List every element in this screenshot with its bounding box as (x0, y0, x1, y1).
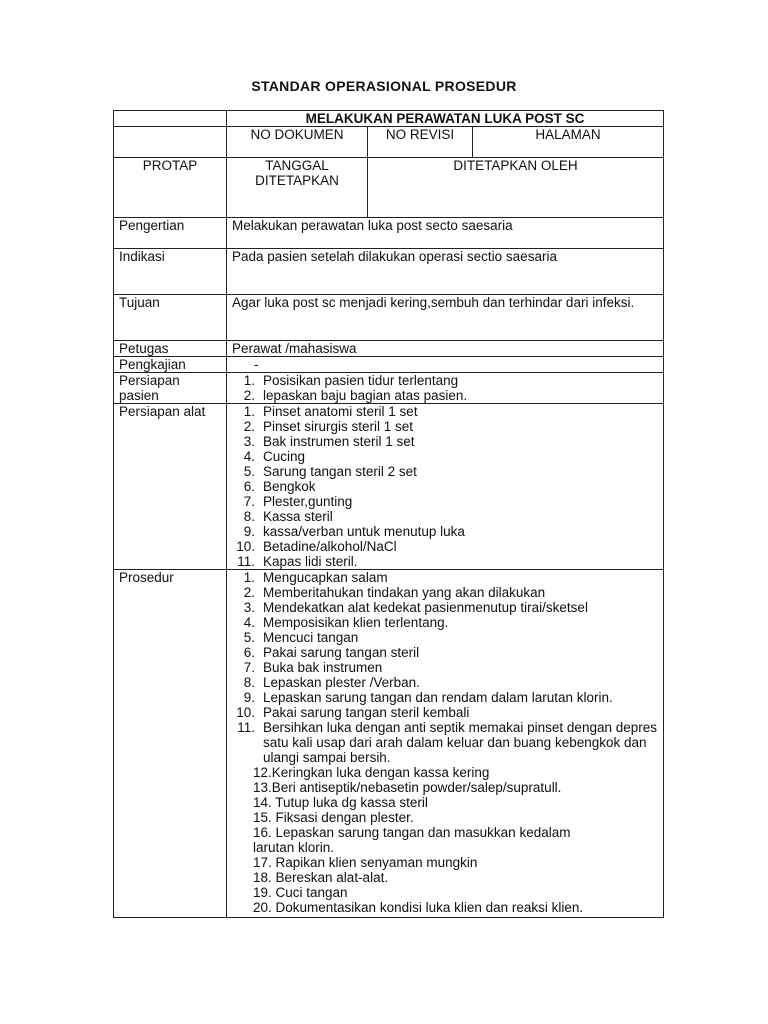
prosedur-label: Prosedur (114, 570, 227, 918)
persiapan-alat-item-text: Bak instrumen steril 1 set (263, 434, 415, 449)
prosedur-item-number: 1. (243, 570, 255, 585)
prosedur-item-number: 2. (243, 585, 255, 600)
persiapan-pasien-label (114, 373, 227, 404)
petugas-value: Perawat /mahasiswa (227, 341, 664, 357)
persiapan-alat-item-text: Kassa steril (263, 509, 333, 524)
pengkajian-value: - (227, 357, 664, 373)
persiapan-alat-item (232, 404, 658, 419)
prosedur-item-text: Lepaskan plester /Verban. (263, 675, 420, 690)
persiapan-alat-item (232, 449, 658, 464)
persiapan-alat-item-number: 11. (237, 554, 255, 569)
persiapan-alat-item-text: Pinset anatomi steril 1 set (263, 404, 418, 419)
persiapan-pasien-item (232, 373, 658, 388)
indikasi-label: Indikasi (114, 249, 227, 295)
persiapan-alat-item-text: Sarung tangan steril 2 set (263, 464, 417, 479)
prosedur-item-text: Memposisikan klien terlentang. (263, 615, 449, 630)
halaman-header: HALAMAN (473, 127, 664, 158)
prosedur-plain-item: 19. Cuci tangan (253, 885, 348, 900)
prosedur-item (232, 660, 658, 675)
persiapan-alat-list (227, 404, 664, 570)
prosedur-plain-item: 20. Dokumentasikan kondisi luka klien dan reaksi klien. (253, 900, 584, 915)
ditetapkan-line: DITETAPKAN (255, 173, 339, 188)
persiapan-alat-label: Persiapan alat (114, 404, 227, 570)
sop-table (113, 110, 664, 918)
persiapan-pasien-item-text: lepaskan baju bagian atas pasien. (263, 388, 468, 403)
prosedur-item-number: 7. (243, 660, 255, 675)
prosedur-plain-item: 15. Fiksasi dengan plester. (253, 810, 414, 825)
petugas-label: Petugas (114, 341, 227, 357)
tujuan-value: Agar luka post sc menjadi kering,sembuh dan terhindar dari infeksi. (227, 295, 664, 341)
persiapan-alat-item (232, 494, 658, 509)
prosedur-item-text: Lepaskan sarung tangan dan rendam dalam larutan klorin. (263, 690, 613, 705)
prosedur-item-text: Pakai sarung tangan steril kembali (263, 705, 470, 720)
persiapan-alat-item-number: 6. (243, 479, 255, 494)
prosedur-item (232, 630, 658, 645)
prosedur-plain-item: 12.Keringkan luka dengan kassa kering (253, 765, 490, 780)
persiapan-alat-item-text: Plester,gunting (263, 494, 353, 509)
persiapan-alat-item-number: 8. (243, 509, 255, 524)
persiapan-pasien-label-line2: pasien (119, 388, 159, 403)
persiapan-alat-item-text: Bengkok (263, 479, 316, 494)
protap-label: PROTAP (114, 158, 227, 218)
prosedur-item-text: Buka bak instrumen (263, 660, 383, 675)
ditetapkan-oleh-label: DITETAPKAN OLEH (368, 158, 664, 218)
persiapan-pasien-item-text: Posisikan pasien tidur terlentang (263, 373, 459, 388)
prosedur-item-text: Mencuci tangan (263, 630, 359, 645)
persiapan-alat-item-number: 9. (243, 524, 255, 539)
persiapan-alat-item (232, 464, 658, 479)
prosedur-item-text: Bersihkan luka dengan anti septik memakai pinset dengan depres satu kali usap dari arah dalam keluar dan buang kebengkok dan ulangi sampai bersih. (263, 720, 657, 765)
persiapan-alat-item-number: 7. (243, 494, 255, 509)
indikasi-value: Pada pasien setelah dilakukan operasi sectio saesaria (227, 249, 664, 295)
prosedur-item-text: Mendekatkan alat kedekat pasienmenutup tirai/sketsel (263, 600, 588, 615)
prosedur-item (232, 675, 658, 690)
prosedur-item (232, 705, 658, 720)
prosedur-item (232, 615, 658, 630)
persiapan-pasien-item-number: 2. (243, 388, 255, 403)
persiapan-alat-item (232, 509, 658, 524)
prosedur-item-number: 3. (243, 600, 255, 615)
prosedur-list (227, 570, 664, 918)
prosedur-plain-item: 14. Tutup luka dg kassa steril (253, 795, 428, 810)
pengertian-value: Melakukan perawatan luka post secto saesaria (227, 218, 664, 249)
prosedur-item-number: 5. (243, 630, 255, 645)
prosedur-item-16-line2: larutan klorin. (253, 840, 335, 855)
tanggal-line: TANGGAL (265, 158, 329, 173)
persiapan-alat-item (232, 554, 658, 569)
prosedur-item-number: 9. (243, 690, 255, 705)
persiapan-pasien-label-line1: Persiapan (119, 373, 180, 388)
prosedur-item-number: 11. (237, 720, 255, 735)
prosedur-item-number: 8. (243, 675, 255, 690)
prosedur-item-number: 6. (243, 645, 255, 660)
persiapan-alat-item-text: Betadine/alkohol/NaCl (263, 539, 397, 554)
no-revisi-header: NO REVISI (368, 127, 473, 158)
persiapan-pasien-list (227, 373, 664, 404)
prosedur-plain-item: 13.Beri antiseptik/nebasetin powder/salep/supratull. (253, 780, 562, 795)
prosedur-item-number: 10. (236, 705, 255, 720)
prosedur-item-text: Pakai sarung tangan steril (263, 645, 420, 660)
prosedur-item (232, 570, 658, 585)
no-dokumen-header: NO DOKUMEN (227, 127, 368, 158)
persiapan-alat-item-text: Cucing (263, 449, 306, 464)
prosedur-item (232, 645, 658, 660)
prosedur-item-16-line1: 16. Lepaskan sarung tangan dan masukkan kedalam (253, 825, 571, 840)
persiapan-pasien-item-number: 1. (243, 373, 255, 388)
prosedur-item (232, 690, 658, 705)
prosedur-item (232, 585, 658, 600)
persiapan-alat-item (232, 539, 658, 554)
persiapan-alat-item (232, 419, 658, 434)
persiapan-alat-item-number: 5. (243, 464, 255, 479)
persiapan-alat-item-number: 3. (243, 434, 255, 449)
persiapan-alat-item (232, 524, 658, 539)
prosedur-item (232, 720, 658, 765)
page-title: STANDAR OPERASIONAL PROSEDUR (251, 78, 517, 94)
persiapan-alat-item-text: Kapas lidi steril. (263, 554, 358, 569)
prosedur-plain-item: 18. Bereskan alat-alat. (253, 870, 389, 885)
blank-cell (114, 111, 227, 127)
prosedur-item-text: Memberitahukan tindakan yang akan dilakukan (263, 585, 546, 600)
prosedur-item-number: 4. (243, 615, 255, 630)
prosedur-item-text: Mengucapkan salam (263, 570, 388, 585)
persiapan-alat-item-text: kassa/verban untuk menutup luka (263, 524, 465, 539)
pengkajian-label: Pengkajian (114, 357, 227, 373)
persiapan-alat-item-number: 10. (236, 539, 255, 554)
tanggal-ditetapkan-label (227, 158, 368, 218)
persiapan-alat-item-number: 2. (243, 419, 255, 434)
blank-cell (114, 127, 227, 158)
persiapan-alat-item-number: 1. (243, 404, 255, 419)
main-title: MELAKUKAN PERAWATAN LUKA POST SC (227, 111, 664, 127)
prosedur-item (232, 600, 658, 615)
persiapan-pasien-item (232, 388, 658, 403)
persiapan-alat-item (232, 434, 658, 449)
persiapan-alat-item-text: Pinset sirurgis steril 1 set (263, 419, 414, 434)
pengertian-label: Pengertian (114, 218, 227, 249)
persiapan-alat-item-number: 4. (243, 449, 255, 464)
persiapan-alat-item (232, 479, 658, 494)
tujuan-label: Tujuan (114, 295, 227, 341)
prosedur-plain-item: 17. Rapikan klien senyaman mungkin (253, 855, 478, 870)
